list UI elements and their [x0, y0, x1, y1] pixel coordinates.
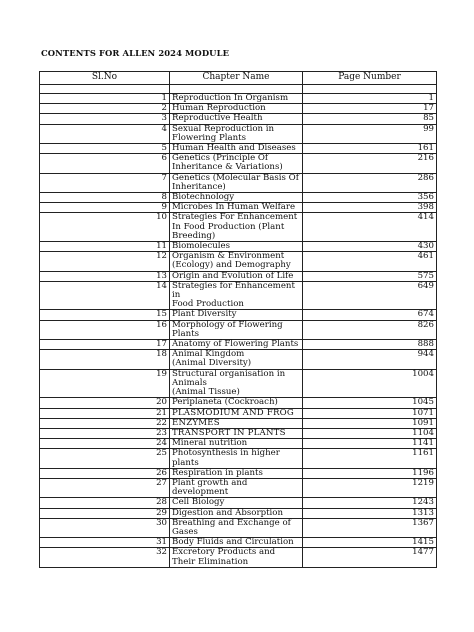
chapter-name-line: PLASMODIUM AND FROG: [172, 407, 294, 418]
serial-number-cell: 27: [40, 478, 170, 497]
page-number-cell: 216: [303, 154, 437, 173]
chapter-name-cell: [170, 310, 303, 320]
serial-number-cell: 16: [40, 320, 170, 339]
chapter-name-cell: [170, 124, 303, 143]
table-row: [40, 478, 437, 497]
page-number-cell: 1141: [303, 439, 437, 449]
serial-number-cell: 1: [40, 94, 170, 104]
column-header-chapter-name: Chapter Name: [170, 72, 303, 85]
chapter-name-line: plants: [172, 457, 199, 468]
chapter-name-cell: [170, 439, 303, 449]
chapter-name-line: TRANSPORT IN PLANTS: [172, 427, 286, 438]
page-number-cell: 1196: [303, 468, 437, 478]
chapter-name-cell: [170, 468, 303, 478]
table-row: [40, 320, 437, 339]
table-row: [40, 449, 437, 468]
chapter-name-line: Sexual Reproduction in: [172, 123, 275, 134]
serial-number-cell: 28: [40, 498, 170, 508]
table-row: [40, 340, 437, 350]
table-row: [40, 398, 437, 408]
page-number-cell: 1415: [303, 538, 437, 548]
page-number-cell: 1477: [303, 548, 437, 567]
chapter-name-cell: [170, 242, 303, 252]
table-row: [40, 418, 437, 428]
table-row: [40, 498, 437, 508]
chapter-name-cell: [170, 281, 303, 310]
serial-number-cell: 14: [40, 281, 170, 310]
chapter-name-line: (Animal Tissue): [172, 387, 240, 398]
page-number-cell: 1161: [303, 449, 437, 468]
chapter-name-line: Body Fluids and Circulation: [172, 537, 294, 548]
contents-table: [39, 71, 437, 568]
serial-number-cell: 10: [40, 213, 170, 242]
column-header-sl-no: Sl.No: [40, 72, 170, 85]
chapter-name-line: Flowering Plants: [172, 132, 247, 143]
chapter-name-cell: [170, 518, 303, 537]
table-row: [40, 173, 437, 192]
chapter-name-cell: [170, 94, 303, 104]
chapter-name-line: ENZYMES: [172, 417, 220, 428]
table-row: [40, 281, 437, 310]
serial-number-cell: 15: [40, 310, 170, 320]
table-row: [40, 114, 437, 124]
serial-number-cell: 32: [40, 548, 170, 567]
page-number-cell: 398: [303, 203, 437, 213]
chapter-name-line: Plant growth and development: [172, 477, 248, 498]
table-row: [40, 193, 437, 203]
serial-number-cell: 31: [40, 538, 170, 548]
page-number-cell: 888: [303, 340, 437, 350]
serial-number-cell: 11: [40, 242, 170, 252]
chapter-name-cell: [170, 320, 303, 339]
table-body: [40, 85, 437, 568]
chapter-name-line: Structural organisation in: [172, 368, 286, 379]
page-number-cell: 1091: [303, 418, 437, 428]
serial-number-cell: 4: [40, 124, 170, 143]
serial-number-cell: 9: [40, 203, 170, 213]
page-number-cell: 575: [303, 271, 437, 281]
chapter-name-line: Animals: [172, 377, 207, 388]
table-row: [40, 439, 437, 449]
table-row: [40, 104, 437, 114]
page-number-cell: 1004: [303, 369, 437, 398]
chapter-name-line: Biomolecules: [172, 241, 230, 252]
page-number-cell: 1243: [303, 498, 437, 508]
chapter-name-cell: [170, 548, 303, 567]
serial-number-cell: 18: [40, 350, 170, 369]
blank-cell: [303, 85, 437, 94]
serial-number-cell: 3: [40, 114, 170, 124]
chapter-name-line: Excretory Products and: [172, 547, 276, 558]
chapter-name-cell: [170, 369, 303, 398]
serial-number-cell: 7: [40, 173, 170, 192]
page-number-cell: 944: [303, 350, 437, 369]
page-number-cell: 356: [303, 193, 437, 203]
page-number-cell: 430: [303, 242, 437, 252]
serial-number-cell: 20: [40, 398, 170, 408]
chapter-name-line: Reproduction In Organism: [172, 93, 289, 103]
table-row: [40, 518, 437, 537]
table-row: [40, 242, 437, 252]
chapter-name-cell: [170, 428, 303, 438]
table-row: [40, 548, 437, 567]
table-row: [40, 271, 437, 281]
table-row: [40, 203, 437, 213]
chapter-name-line: Genetics (Molecular Basis Of: [172, 172, 299, 183]
chapter-name-cell: [170, 154, 303, 173]
chapter-name-line: Mineral nutrition: [172, 438, 248, 449]
chapter-name-line: Respiration in plants: [172, 467, 263, 478]
page-number-cell: 461: [303, 252, 437, 271]
serial-number-cell: 5: [40, 144, 170, 154]
page-number-cell: 17: [303, 104, 437, 114]
chapter-name-cell: [170, 203, 303, 213]
chapter-name-cell: [170, 398, 303, 408]
chapter-name-line: Human Reproduction: [172, 103, 266, 114]
table-row: [40, 369, 437, 398]
chapter-name-line: Their Elimination: [172, 556, 249, 567]
chapter-name-cell: [170, 538, 303, 548]
chapter-name-line: Cell Biology: [172, 497, 225, 508]
page-number-cell: 286: [303, 173, 437, 192]
page-number-cell: 1071: [303, 408, 437, 418]
serial-number-cell: 30: [40, 518, 170, 537]
page-number-cell: 1104: [303, 428, 437, 438]
chapter-name-line: Animal Kingdom: [172, 349, 245, 360]
serial-number-cell: 17: [40, 340, 170, 350]
chapter-name-line: Digestion and Absorption: [172, 507, 283, 518]
serial-number-cell: 21: [40, 408, 170, 418]
chapter-name-line: Plants: [172, 328, 200, 339]
page-number-cell: 1: [303, 94, 437, 104]
page-number-cell: 1045: [303, 398, 437, 408]
chapter-name-line: Microbes In Human Welfare: [172, 202, 296, 213]
chapter-name-line: Breathing and Exchange of: [172, 517, 291, 528]
serial-number-cell: 13: [40, 271, 170, 281]
chapter-name-cell: [170, 252, 303, 271]
table-row: [40, 538, 437, 548]
table-row: [40, 94, 437, 104]
chapter-name-line: Periplaneta (Cockroach): [172, 397, 278, 408]
serial-number-cell: 22: [40, 418, 170, 428]
chapter-name-line: Organism & Environment: [172, 251, 285, 262]
chapter-name-cell: [170, 478, 303, 497]
chapter-name-cell: [170, 213, 303, 242]
page-number-cell: 1219: [303, 478, 437, 497]
serial-number-cell: 6: [40, 154, 170, 173]
chapter-name-line: Breeding): [172, 230, 216, 241]
chapter-name-line: Origin and Evolution of Life: [172, 270, 294, 281]
chapter-name-line: Human Health and Diseases: [172, 143, 296, 154]
serial-number-cell: 2: [40, 104, 170, 114]
table-row: [40, 310, 437, 320]
chapter-name-cell: [170, 449, 303, 468]
serial-number-cell: 8: [40, 193, 170, 203]
chapter-name-cell: [170, 340, 303, 350]
chapter-name-line: Plant Diversity: [172, 309, 237, 320]
chapter-name-line: Biotechnology: [172, 192, 235, 203]
chapter-name-line: Strategies for Enhancement in: [172, 280, 295, 301]
chapter-name-cell: [170, 418, 303, 428]
table-row: [40, 350, 437, 369]
table-row: [40, 428, 437, 438]
table-header-row: [40, 72, 437, 85]
column-header-page-number: Page Number: [303, 72, 437, 85]
chapter-name-line: Genetics (Principle Of: [172, 153, 269, 164]
chapter-name-line: Morphology of Flowering: [172, 319, 283, 330]
chapter-name-line: Food Production: [172, 299, 244, 310]
page-number-cell: 1367: [303, 518, 437, 537]
chapter-name-line: Strategies For Enhancement: [172, 212, 298, 223]
serial-number-cell: 23: [40, 428, 170, 438]
chapter-name-cell: [170, 104, 303, 114]
chapter-name-line: Photosynthesis in higher: [172, 448, 280, 459]
table-row: [40, 468, 437, 478]
serial-number-cell: 19: [40, 369, 170, 398]
chapter-name-cell: [170, 114, 303, 124]
chapter-name-line: (Animal Diversity): [172, 358, 252, 369]
chapter-name-line: Gases: [172, 526, 198, 537]
serial-number-cell: 25: [40, 449, 170, 468]
serial-number-cell: 24: [40, 439, 170, 449]
table-row: [40, 124, 437, 143]
page-number-cell: 85: [303, 114, 437, 124]
chapter-name-line: Reproductive Health: [172, 113, 263, 124]
serial-number-cell: 29: [40, 508, 170, 518]
chapter-name-cell: [170, 173, 303, 192]
page-number-cell: 161: [303, 144, 437, 154]
chapter-name-cell: [170, 350, 303, 369]
page-number-cell: 674: [303, 310, 437, 320]
chapter-name-line: Inheritance): [172, 181, 226, 192]
table-row: [40, 154, 437, 173]
page-number-cell: 826: [303, 320, 437, 339]
page-number-cell: 1313: [303, 508, 437, 518]
page-number-cell: 649: [303, 281, 437, 310]
chapter-name-cell: [170, 508, 303, 518]
table-row: [40, 408, 437, 418]
serial-number-cell: 26: [40, 468, 170, 478]
chapter-name-cell: [170, 408, 303, 418]
chapter-name-cell: [170, 271, 303, 281]
blank-cell: [40, 85, 170, 94]
table-row: [40, 213, 437, 242]
chapter-name-cell: [170, 193, 303, 203]
page-number-cell: 99: [303, 124, 437, 143]
page-number-cell: 414: [303, 213, 437, 242]
table-row: [40, 508, 437, 518]
chapter-name-line: Anatomy of Flowering Plants: [172, 339, 299, 350]
document-heading: CONTENTS FOR ALLEN 2024 MODULE: [41, 48, 230, 58]
chapter-name-line: (Ecology) and Demography: [172, 260, 291, 271]
serial-number-cell: 12: [40, 252, 170, 271]
chapter-name-line: Inheritance & Variations): [172, 162, 283, 173]
chapter-name-line: In Food Production (Plant: [172, 221, 285, 232]
chapter-name-cell: [170, 498, 303, 508]
table-row: [40, 252, 437, 271]
